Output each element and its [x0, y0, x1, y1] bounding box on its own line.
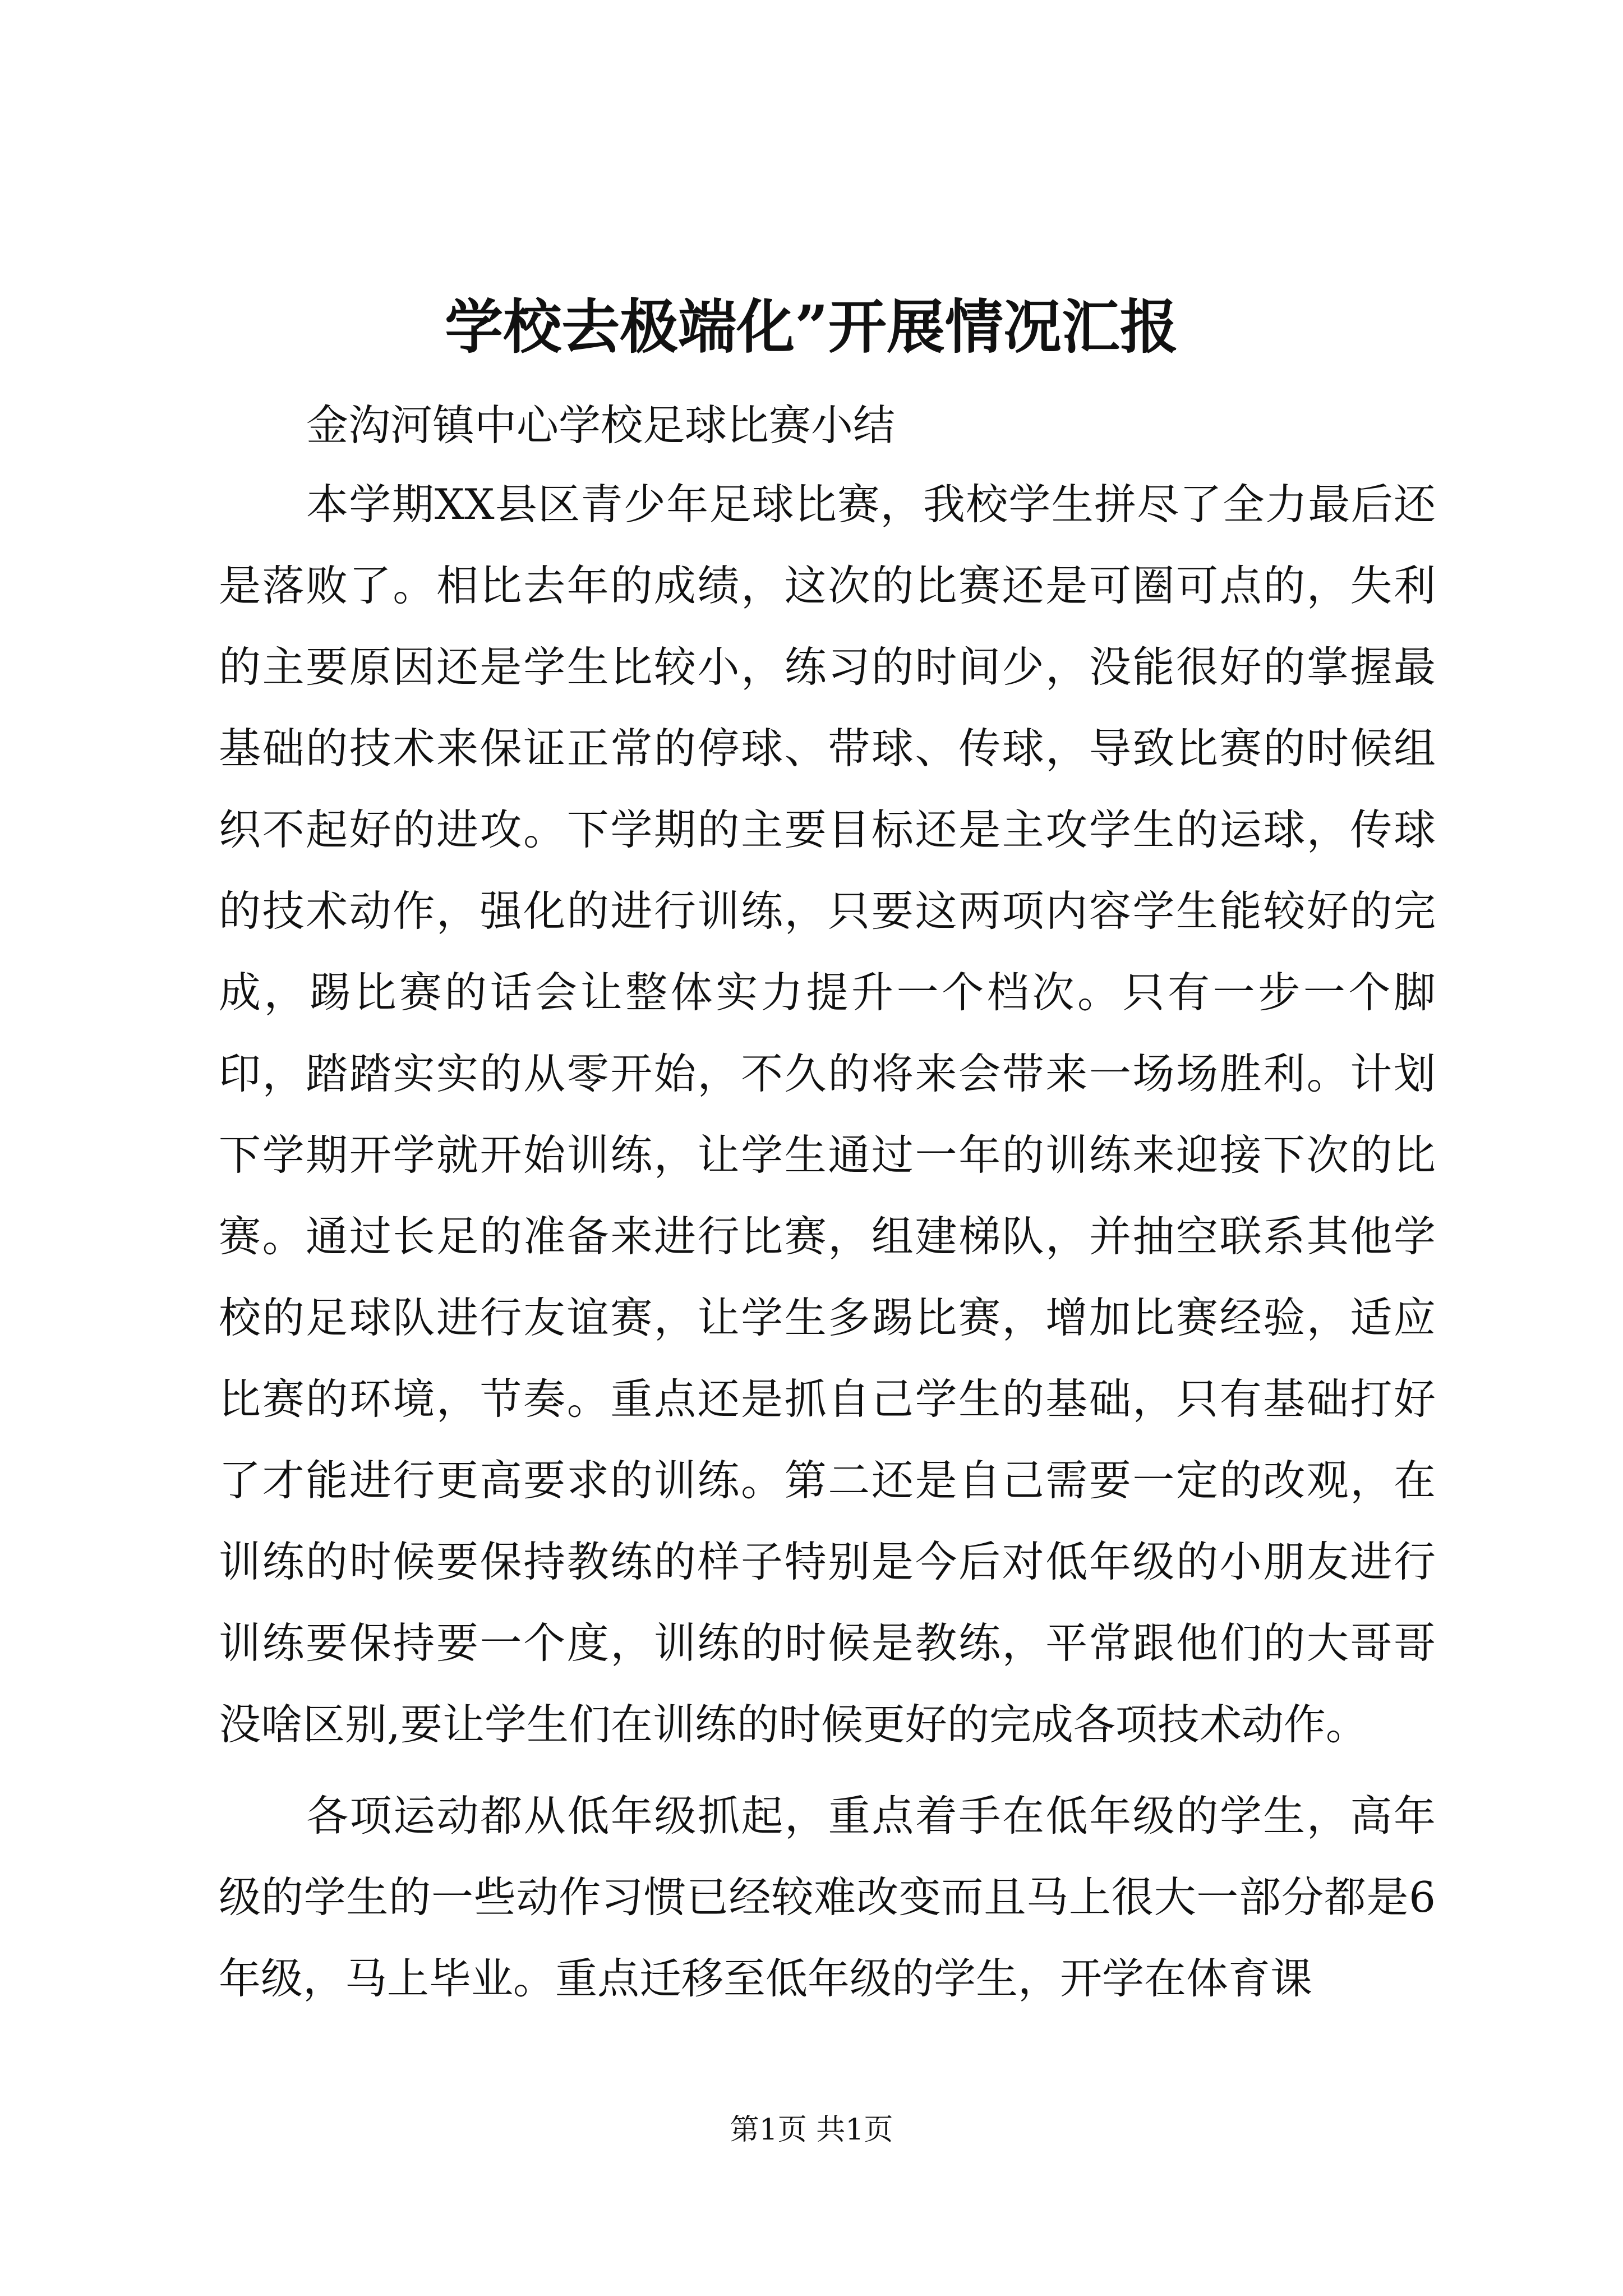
page-footer: 第1页 共1页	[730, 2113, 893, 2147]
body-paragraph: 本学期XX县区青少年足球比赛，我校学生拼尽了全力最后还是落败了。相比去年的成绩，这次的比赛还是可圈可点的，失利的主要原因还是学生比较小，练习的时间少，没能很好的掌握最基础的技术来保证正常的停球、带球、传球，导致比赛的时候组织不起好的进攻。下学期的主要目标还是主攻学生的运球，传球的技术动作，强化的进行训练，只要这两项内容学生能较好的完成，踢比赛的话会让整体实力提升一个档次。只有一步一个脚印，踏踏实实的从零开始，不久的将来会带来一场场胜利。计划下学期开学就开始训练，让学生通过一年的训练来迎接下次的比赛。通过长足的准备来进行比赛，组建梯队，并抽空联系其他学校的足球队进行友谊赛，让学生多踢比赛，增加比赛经验，适应比赛的环境，节奏。重点还是抓自己学生的基础，只有基础打好了才能进行更高要求的训练。第二还是自己需要一定的改观，在训练的时候要保持教练的样子特别是今后对低年级的小朋友进行训练要保持要一个度，训练的时候是教练，平常跟他们的大哥哥没啥区别,要让学生们在训练的时候更好的完成各项技术动作。	[219, 480, 1436, 1749]
body-paragraph: 各项运动都从低年级抓起，重点着手在低年级的学生，高年级的学生的一些动作习惯已经较难改变而且马上很大一部分都是6年级，马上毕业。重点迁移至低年级的学生，开学在体育课	[219, 1791, 1436, 2003]
document-title: 学校去极端化”开展情况汇报	[445, 292, 1178, 361]
document-subtitle: 金沟河镇中心学校足球比赛小结	[306, 401, 896, 450]
